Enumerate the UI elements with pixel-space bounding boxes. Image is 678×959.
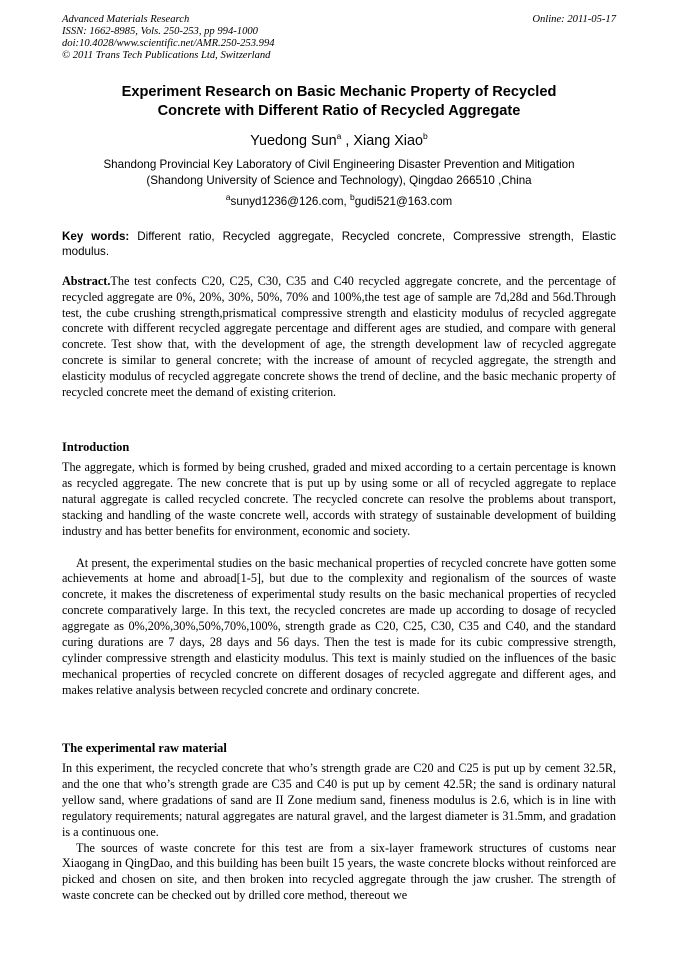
keywords-text: Different ratio, Recycled aggregate, Recycled concrete, Compressive strength, Elastic modulus. — [62, 230, 616, 258]
author-list — [62, 132, 616, 150]
journal-header — [62, 14, 616, 62]
email-mark: b — [349, 192, 355, 203]
journal-doi: doi:10.4028/www.scientific.net/AMR.250-253.994 — [62, 38, 275, 49]
section-heading-introduction: Introduction — [62, 440, 130, 454]
author-name: Yuedong Sun — [250, 133, 337, 149]
journal-copyright: © 2011 Trans Tech Publications Ltd, Switzerland — [62, 50, 271, 61]
body-paragraph: The sources of waste concrete for this test are from a six-layer framework structures of customs near Xiaogang in QingDao, and this building has been built 15 years, the waste concrete blocks without reinforced are picked and chosen on site, and then broken into recycled aggregate through the jaw crusher. The strength of waste concrete can be checked out by drilled core method, thereout we — [62, 840, 616, 903]
affiliation-line1: Shandong Provincial Key Laboratory of Civil Engineering Disaster Prevention and Mitigation — [103, 158, 575, 171]
author-emails — [62, 192, 616, 209]
keywords — [62, 229, 616, 259]
email-address: sunyd1236@126.com, — [230, 195, 350, 208]
online-date: Online: 2011-05-17 — [532, 14, 616, 25]
author-affiliation-mark: a — [336, 131, 342, 142]
paper-title-line1: Experiment Research on Basic Mechanic Property of Recycled — [121, 84, 557, 100]
paper-title-line2: Concrete with Different Ratio of Recycled Aggregate — [157, 103, 521, 119]
keywords-label: Key words: — [62, 230, 130, 243]
affiliation — [62, 157, 616, 189]
email-mark: a — [225, 192, 231, 203]
abstract-text: The test confects C20, C25, C30, C35 and C40 recycled aggregate concrete, and the percentage of recycled aggregate are 0%, 20%, 30%, 50%, 70% and 100%,the test age of sample are 7d,28d and 56d.Through test, the cube crushing strength,prismatical compressive strength and elasticity modulus of recycled aggregate concrete with different recycled aggregate percentage and different ages are studied, and compare with general concrete. Test show that, with the development of age, the strength development law of recycled aggregate concrete is similar to general concrete; with the increase of amount of recycled aggregate, the strength and elasticity modulus of recycled aggregate concrete shows the trend of decline, and the basic mechanic property of recycled concrete meet the demand of existing criterion. — [62, 274, 616, 399]
abstract-label: Abstract. — [62, 274, 111, 288]
affiliation-line2: (Shandong University of Science and Technology), Qingdao 266510 ,China — [146, 174, 532, 187]
journal-name: Advanced Materials Research — [62, 14, 190, 25]
body-paragraph: The aggregate, which is formed by being crushed, graded and mixed according to a certain percentage is known as recycled aggregate. The new concrete that is put up by using some or all of recycled aggregate to replace natural aggregate is called recycled concrete. The recycled concrete can resolve the problems about transport, stacking and handling of the waste concrete well, accords with strategy of sustainable development of building industry and has better benefits for environment, economic and society. — [62, 460, 616, 538]
author-separator: , — [341, 133, 354, 149]
body-paragraph: At present, the experimental studies on the basic mechanical properties of recycled concrete have gotten some achievements at home and abroad[1-5], but due to the complexity and regionalism of the sources of waste concrete, it makes the discreteness of experimental study results on the basic mechanical properties of recycled concrete comparatively large. In this text, the recycled concretes are made up according to dosage of recycled aggregate as 0%,20%,30%,50%,70%,100%, strength grade as C20, C25, C30, C35 and C40, and the standard curing durations are 7 days, 28 days and 56 days. Then the test is made for its cubic compressive strength, cylinder compressive strength and elasticity modulus. This text is mainly studied on the influences of the basic mechanical properties of recycled concrete on different dosages of recycled aggregate and different ages, and makes relative analysis between recycled concrete and ordinary concrete. — [62, 555, 616, 697]
author-affiliation-mark: b — [423, 131, 428, 142]
section-heading-raw-material: The experimental raw material — [62, 741, 227, 755]
abstract — [62, 274, 616, 400]
body-paragraph: In this experiment, the recycled concrete that who’s strength grade are C20 and C25 is put up by cement 32.5R, and the one that who’s strength grade are C35 and C40 is put up by cement 42.5R; the sand is ordinary natural yellow sand, where gradations of sand are II Zone medium sand, fineness modulus is 2.6, which is in line with regulatory requirements; natural aggregates are natural gravel, and the largest diameter is 31.5mm, and gradation is a continuous one. — [62, 761, 616, 839]
paper-title — [62, 83, 616, 121]
email-address: gudi521@163.com — [354, 195, 453, 208]
journal-issn: ISSN: 1662-8985, Vols. 250-253, pp 994-1000 — [62, 26, 258, 37]
author-name: Xiang Xiao — [353, 133, 424, 149]
